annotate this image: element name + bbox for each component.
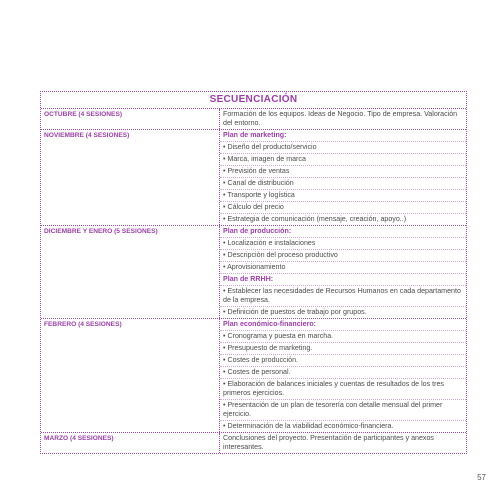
content-line: • Marca, imagen de marca <box>220 154 466 166</box>
content-line: • Elaboración de balances iniciales y cuentas de resultados de los tres primeros ejercicios. <box>220 379 466 400</box>
content-line: • Cálculo del precio <box>220 202 466 214</box>
content-line: • Presentación de un plan de tesorería con detalle mensual del primer ejercicio. <box>220 400 466 421</box>
period-label: FEBRERO (4 SESIONES) <box>41 319 220 432</box>
content-line: • Previsión de ventas <box>220 166 466 178</box>
period-label: OCTUBRE (4 SESIONES) <box>41 109 220 129</box>
content-line: • Canal de distribución <box>220 178 466 190</box>
page-number: 57 <box>477 473 486 482</box>
table-row-octubre <box>41 109 466 130</box>
content-line: • Diseño del producto/servicio <box>220 142 466 154</box>
content-cell <box>220 319 466 432</box>
content-line: Conclusiones del proyecto. Presentación de participantes y anexos interesantes. <box>223 434 434 451</box>
table-row-noviembre <box>41 130 466 226</box>
content-line: • Transporte y logística <box>220 190 466 202</box>
content-line: Formación de los equipos. Ideas de Negocio. Tipo de empresa. Valoración del entorno. <box>223 110 458 127</box>
content-line: • Estrategia de comunicación (mensaje, creación, apoyo..) <box>223 215 407 223</box>
content-line: • Establecer las necesidades de Recursos Humanos en cada departamento de la empresa. <box>220 286 466 307</box>
table-row-febrero <box>41 319 466 433</box>
section-heading: Plan de RRHH: <box>220 274 466 286</box>
period-label: MARZO (4 SESIONES) <box>41 433 220 453</box>
section-heading: Plan de marketing: <box>220 130 466 142</box>
content-cell <box>220 130 466 225</box>
table-row-marzo <box>41 433 466 453</box>
section-heading: Plan de producción: <box>220 226 466 238</box>
content-cell <box>220 109 466 129</box>
content-line: • Costes de producción. <box>220 355 466 367</box>
content-line: • Determinación de la viabilidad económico-financiera. <box>223 422 394 430</box>
period-label: NOVIEMBRE (4 SESIONES) <box>41 130 220 225</box>
content-line: • Localización e instalaciones <box>220 238 466 250</box>
content-line: • Definición de puestos de trabajo por grupos. <box>223 308 367 316</box>
sequencing-table <box>40 91 467 454</box>
section-heading: Plan económico-financiero: <box>220 319 466 331</box>
content-line: • Cronograma y puesta en marcha. <box>220 331 466 343</box>
content-line: • Aprovisionamiento <box>220 262 466 274</box>
period-label: DICIEMBRE Y ENERO (5 SESIONES) <box>41 226 220 318</box>
content-line: • Costes de personal. <box>220 367 466 379</box>
content-cell <box>220 226 466 318</box>
content-line: • Presupuesto de marketing. <box>220 343 466 355</box>
table-title: SECUENCIACIÓN <box>41 92 466 109</box>
content-line: • Descripción del proceso productivo <box>220 250 466 262</box>
table-row-diciembre-enero <box>41 226 466 319</box>
content-cell <box>220 433 466 453</box>
